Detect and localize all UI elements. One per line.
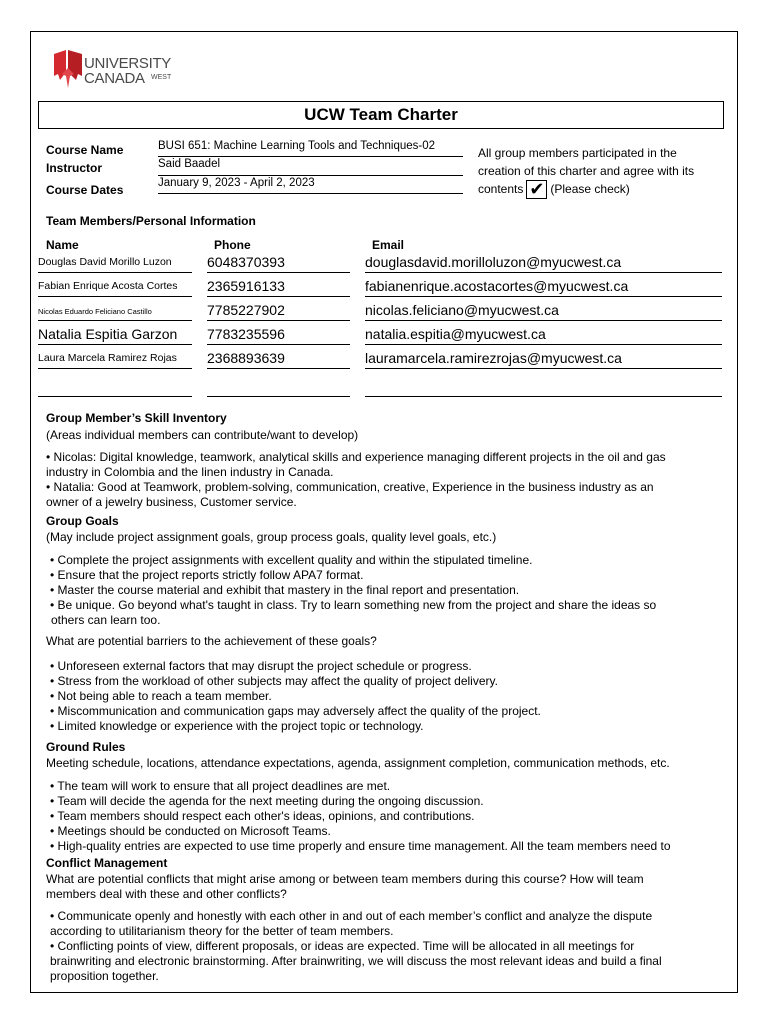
agreement-checkbox[interactable]: ✔ (526, 180, 547, 199)
goals-subheading: (May include project assignment goals, group process goals, quality level goals, etc.) (46, 530, 497, 544)
university-logo-icon (52, 50, 84, 90)
skills-subheading: (Areas individual members can contribute/want to develop) (46, 428, 359, 442)
skills-heading: Group Member’s Skill Inventory (46, 411, 227, 425)
member-phone-cell[interactable]: 2368893639 (207, 350, 350, 369)
list-item: • Meetings should be conducted on Microsoft Teams. (50, 824, 331, 838)
list-item: industry in Colombia and the linen industry in Canada. (46, 465, 334, 479)
charter-title: UCW Team Charter (38, 101, 724, 129)
logo-text-west: WEST (151, 74, 172, 81)
member-name-cell[interactable]: Fabian Enrique Acosta Cortes (38, 280, 192, 297)
logo-text-canada: CANADA (84, 70, 145, 87)
course-dates-label: Course Dates (46, 183, 124, 197)
member-email-cell[interactable]: douglasdavid.morilloluzon@myucwest.ca (365, 254, 722, 273)
barriers-question: What are potential barriers to the achievement of these goals? (46, 634, 377, 648)
list-item: according to utilitarianism theory for the better of team members. (50, 924, 394, 938)
conflict-list (50, 909, 662, 984)
list-item: • Team members should respect each other's ideas, opinions, and contributions. (50, 809, 475, 823)
list-item: • Ensure that the project reports strictly follow APA7 format. (50, 568, 364, 582)
member-name-cell[interactable]: Natalia Espitia Garzon (38, 326, 192, 345)
ground-rules-heading: Ground Rules (46, 740, 126, 754)
email-column-header: Email (372, 238, 405, 252)
list-item: • Complete the project assignments with excellent quality and within the stipulated timeline. (50, 553, 533, 567)
conflict-question-line: What are potential conflicts that might arise among or between team members during this course? How will team (46, 872, 644, 886)
instructor-label: Instructor (46, 161, 103, 175)
list-item: • Natalia: Good at Teamwork, problem-solving, communication, creative, Experience in the business industry as an (46, 480, 654, 494)
agreement-note (478, 144, 718, 199)
list-item: • Master the course material and exhibit that mastery in the final report and presentation. (50, 583, 520, 597)
logo-text-university: UNIVERSITY (84, 55, 172, 72)
list-item: brainwriting and electronic brainstorming. After brainwriting, we will discuss the most relevant ideas and build a final (50, 954, 662, 968)
ground-rules-list (50, 779, 710, 854)
member-phone-cell[interactable]: 6048370393 (207, 254, 350, 273)
members-heading: Team Members/Personal Information (46, 214, 256, 228)
list-item: • Be unique. Go beyond what's taught in class. Try to learn something new from the project and share the ideas so (50, 598, 657, 612)
conflict-question (46, 872, 644, 902)
list-item: owner of a jewelry business, Customer service. (46, 495, 297, 509)
phone-column-header: Phone (214, 238, 251, 252)
member-email-cell-empty[interactable] (365, 378, 722, 397)
barriers-list (50, 659, 541, 734)
goals-list (50, 553, 656, 628)
member-name-cell[interactable]: Douglas David Morillo Luzon (38, 256, 192, 273)
ground-rules-subheading: Meeting schedule, locations, attendance expectations, agenda, assignment completion, communication methods, etc. (46, 756, 670, 770)
member-phone-cell-empty[interactable] (207, 378, 350, 397)
member-email-cell[interactable]: natalia.espitia@myucwest.ca (365, 326, 722, 345)
member-email-cell[interactable]: lauramarcela.ramirezrojas@myucwest.ca (365, 350, 722, 369)
list-item: • Communicate openly and honestly with each other in and out of each member’s conflict and analyze the dispute (50, 909, 653, 923)
conflict-question-line: members deal with these and other conflicts? (46, 887, 287, 901)
skills-list (46, 450, 666, 510)
list-item: • Team will decide the agenda for the next meeting during the ongoing discussion. (50, 794, 484, 808)
name-column-header: Name (46, 238, 79, 252)
member-name-cell-empty[interactable] (38, 378, 192, 397)
list-item: • Stress from the workload of other subjects may affect the quality of project delivery. (50, 674, 498, 688)
conflict-heading: Conflict Management (46, 856, 173, 870)
course-dates-field[interactable]: January 9, 2023 - April 2, 2023 (158, 177, 463, 194)
list-item: • Limited knowledge or experience with the project topic or technology. (50, 719, 424, 733)
member-email-cell[interactable]: fabianenrique.acostacortes@myucwest.ca (365, 278, 722, 297)
list-item: proposition together. (50, 969, 159, 983)
member-phone-cell[interactable]: 2365916133 (207, 278, 350, 297)
list-item: • Miscommunication and communication gaps may adversely affect the quality of the project. (50, 704, 541, 718)
member-phone-cell[interactable]: 7783235596 (207, 326, 350, 345)
list-item: • Unforeseen external factors that may disrupt the project schedule or progress. (50, 659, 472, 673)
agreement-text: All group members participated in the creation of this charter and agree with its contents (478, 146, 695, 196)
member-email-cell[interactable]: nicolas.feliciano@myucwest.ca (365, 302, 722, 321)
course-name-label: Course Name (46, 143, 124, 157)
instructor-field[interactable]: Said Baadel (158, 158, 463, 176)
list-item: others can learn too. (51, 613, 161, 627)
list-item: • The team will work to ensure that all project deadlines are met. (50, 779, 391, 793)
list-item: • Not being able to reach a team member. (50, 689, 272, 703)
list-item: • Conflicting points of view, different proposals, or ideas are expected. Time will be allocated in all meetings for (50, 939, 635, 953)
agreement-please-check: (Please check) (550, 182, 630, 196)
member-phone-cell[interactable]: 7785227902 (207, 302, 350, 321)
member-name-cell[interactable]: Nicolas Eduardo Feliciano Castillo (38, 304, 192, 321)
list-item: • High-quality entries are expected to use time properly and ensure time management. All the team members need to (50, 839, 671, 853)
member-name-cell[interactable]: Laura Marcela Ramirez Rojas (38, 352, 192, 369)
goals-heading: Group Goals (46, 514, 119, 528)
course-name-field[interactable]: BUSI 651: Machine Learning Tools and Techniques-02 (158, 140, 463, 157)
list-item: • Nicolas: Digital knowledge, teamwork, analytical skills and experience managing different projects in the oil and gas (46, 450, 666, 464)
